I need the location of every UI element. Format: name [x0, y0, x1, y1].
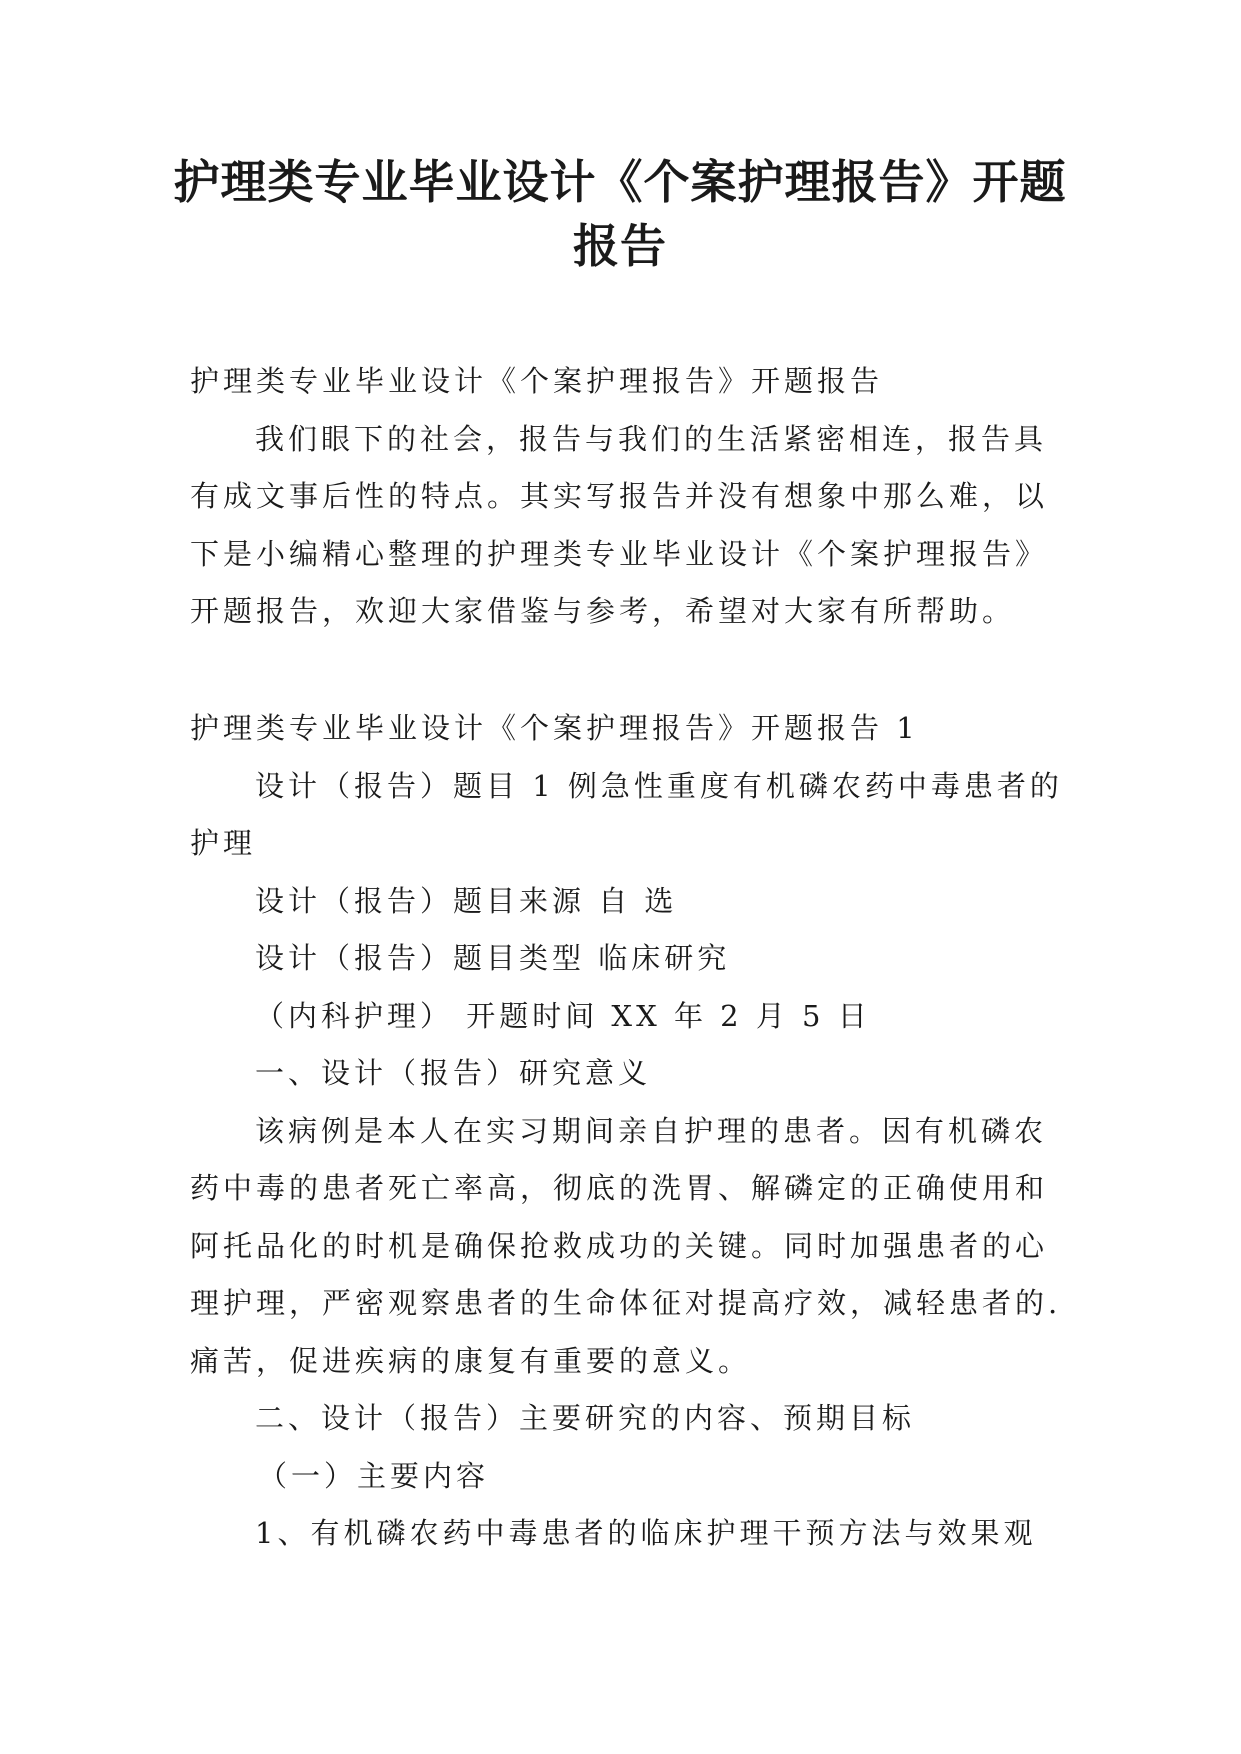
document-subtitle: 护理类专业毕业设计《个案护理报告》开题报告 — [190, 364, 884, 398]
content-sub-heading: （一）主要内容 — [258, 1459, 490, 1493]
intro-line-3: 下是小编精心整理的护理类专业毕业设计《个案护理报告》 — [190, 537, 1049, 571]
topic-line-2: 护理 — [190, 826, 257, 860]
significance-line-1: 该病例是本人在实习期间亲自护理的患者。因有机磷农 — [255, 1114, 1048, 1148]
document-title-line-1: 护理类专业毕业设计《个案护理报告》开题 — [173, 155, 1067, 209]
intro-line-4: 开题报告，欢迎大家借鉴与参考，希望对大家有所帮助。 — [190, 594, 1016, 628]
content-item-1: 1、有机磷农药中毒患者的临床护理干预方法与效果观 — [255, 1516, 1037, 1550]
significance-line-3: 阿托品化的时机是确保抢救成功的关键。同时加强患者的心 — [190, 1229, 1049, 1263]
section-heading-1: 护理类专业毕业设计《个案护理报告》开题报告 1 — [190, 711, 919, 745]
topic-source-line: 设计（报告）题目来源 自 选 — [255, 884, 678, 918]
significance-heading: 一、设计（报告）研究意义 — [255, 1056, 652, 1090]
department-and-time-line: （内科护理） 开题时间 XX 年 2 月 5 日 — [255, 999, 871, 1033]
document-title-line-2: 报告 — [573, 219, 667, 273]
significance-line-2: 药中毒的患者死亡率高，彻底的洗胃、解磷定的正确使用和 — [190, 1171, 1049, 1205]
significance-line-5: 痛苦，促进疾病的康复有重要的意义。 — [190, 1344, 752, 1378]
significance-line-4: 理护理，严密观察患者的生命体征对提高疗效，减轻患者的. — [190, 1286, 1062, 1320]
intro-line-2: 有成文事后性的特点。其实写报告并没有想象中那么难，以 — [190, 479, 1049, 513]
intro-line-1: 我们眼下的社会，报告与我们的生活紧密相连，报告具 — [255, 422, 1048, 456]
topic-line-1: 设计（报告）题目 1 例急性重度有机磷农药中毒患者的 — [255, 769, 1063, 803]
content-heading: 二、设计（报告）主要研究的内容、预期目标 — [255, 1401, 916, 1435]
topic-type-line: 设计（报告）题目类型 临床研究 — [255, 941, 731, 975]
